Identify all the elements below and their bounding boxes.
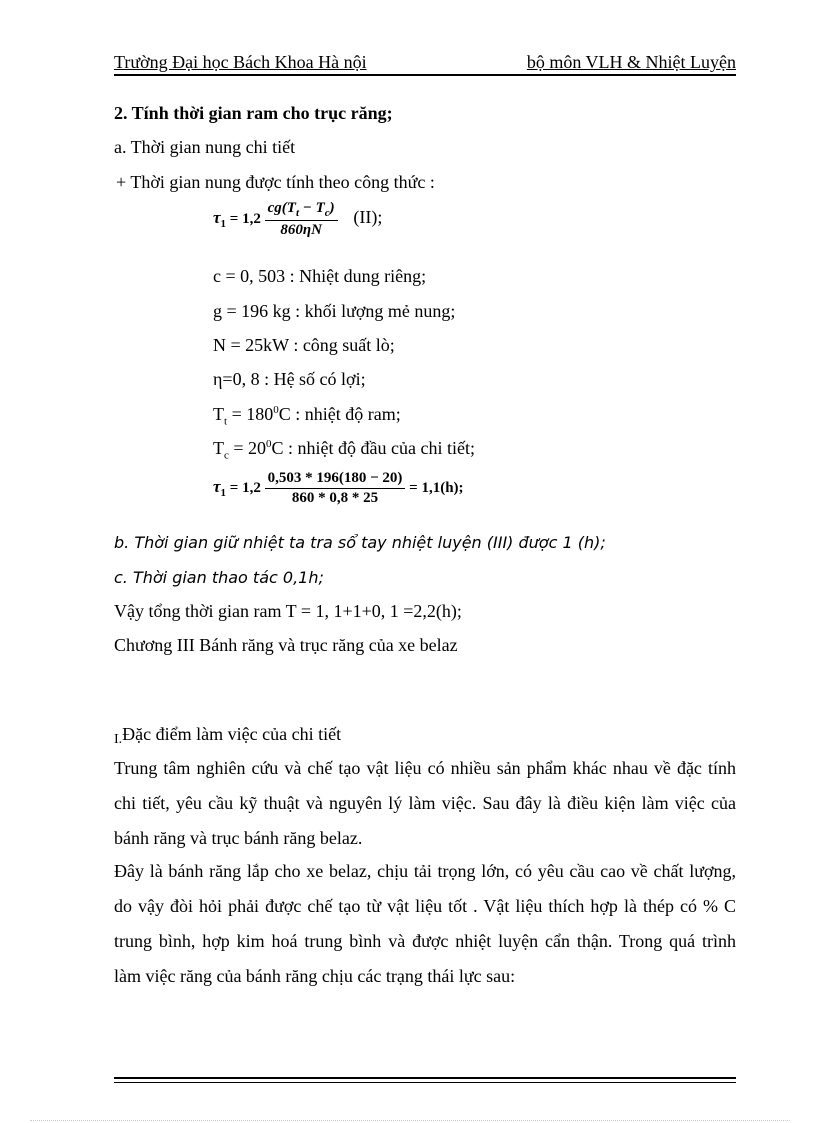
chapter-heading: Chương III Bánh răng và trục răng của xe belaz — [114, 635, 458, 655]
paragraph-2-line: làm việc răng của bánh răng chịu các trạng thái lực sau: — [114, 966, 516, 986]
footer-rule-thick — [114, 1077, 736, 1079]
subsection-c-line: c. Thời gian thao tác 0,1h; — [114, 568, 324, 587]
param-tt: $T_t = 180^0C$ : nhiệt độ ram; — [213, 404, 401, 428]
subsection-a-title: a. Thời gian nung chi tiết — [114, 137, 296, 157]
paragraph-2-line: do vậy đòi hỏi phải được chế tạo từ vật liệu tốt . Vật liệu thích hợp là thép có % C — [114, 896, 736, 916]
formula-heating-fraction: $\frac{cg(T_t - T_c)}{860\eta N}$ — [265, 200, 338, 239]
total-time-line: Vậy tổng thời gian ram T = 1, 1+1+0, 1 =2,2(h); — [114, 601, 462, 621]
header-rule — [114, 74, 736, 76]
part1-title: Đặc điểm làm việc của chi tiết — [122, 724, 342, 744]
footer-rule-thin — [114, 1082, 736, 1083]
formula-label: (II); — [353, 206, 383, 227]
page-edge-dotted-line — [30, 1120, 790, 1121]
paragraph-1-line: Trung tâm nghiên cứu và chế tạo vật liệu có nhiều sản phẩm khác nhau về đặc tính — [114, 758, 736, 778]
section-title: 2. Tính thời gian ram cho trục răng; — [114, 103, 393, 123]
subsection-b-line: b. Thời gian giữ nhiệt ta tra sổ tay nhiệt luyện (III) được 1 (h); — [114, 533, 606, 552]
paragraph-2-line: Đây là bánh răng lắp cho xe belaz, chịu tải trọng lớn, có yêu cầu cao về chất lượng, — [114, 861, 736, 881]
header-university: Trường Đại học Bách Khoa Hà nội — [114, 52, 367, 72]
formula-calc-fraction: $\frac{0,503 * 196(180 - 20)}{860 * 0,8 * 25}$ — [265, 470, 406, 507]
paragraph-1-line: chi tiết, yêu cầu kỹ thuật và nguyên lý làm việc. Sau đây là điều kiện làm việc của — [114, 793, 736, 813]
param-eta: η=0, 8 : Hệ số có lợi; — [213, 369, 366, 389]
part1-heading — [114, 724, 341, 748]
param-g: g = 196 kg : khối lượng mẻ nung; — [213, 301, 456, 321]
param-c: c = 0, 503 : Nhiệt dung riêng; — [213, 266, 427, 286]
formula-heating-calc: $\tau_1 = 1,2$ $\frac{0,503 * 196(180 - 20)}{860 * 0,8 * 25}$ = 1,1(h); — [213, 470, 464, 506]
formula-intro: + Thời gian nung được tính theo công thức : — [116, 172, 435, 192]
formula-result: = 1,1(h); — [405, 479, 464, 496]
paragraph-1-line: bánh răng và trục bánh răng belaz. — [114, 828, 363, 848]
header-department: bộ môn VLH & Nhiệt Luyện — [526, 52, 736, 72]
part1-number: I. — [114, 732, 123, 747]
paragraph-2-line: trung bình, hợp kim hoá trung bình và được nhiệt luyện cẩn thận. Trong quá trình — [114, 931, 736, 951]
param-tc: $T_c = 20^0C$ : nhiệt độ đầu của chi tiết; — [213, 438, 475, 462]
param-n: N = 25kW : công suất lò; — [213, 335, 395, 355]
formula-heating-time: $\tau_1 = 1,2$ $\frac{cg(T_t - T_c)}{860\eta N}$ (II); — [213, 200, 383, 238]
